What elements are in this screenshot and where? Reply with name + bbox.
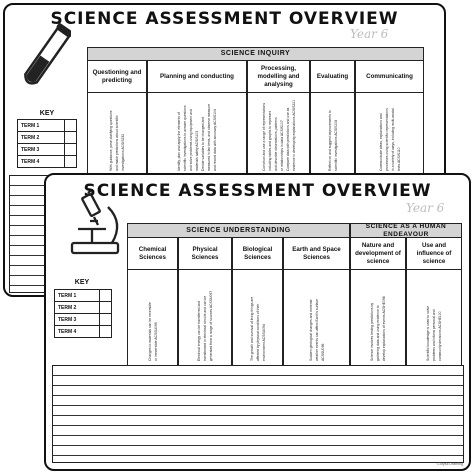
content-descriptor: [353, 274, 403, 361]
content-descriptor: [286, 274, 347, 361]
key-row-label: TERM 3: [58, 316, 77, 323]
column-back-4: [355, 61, 424, 175]
descriptor-line: Reflect on and suggest improvements to: [327, 110, 332, 171]
column-back-3: [310, 61, 355, 175]
descriptor-line: Communicate ideas, explanations and: [378, 113, 383, 171]
column-label: Chemical Sciences: [128, 238, 177, 270]
descriptor-line: materials safely ACSIS103: [195, 130, 199, 171]
descriptor-line: scientific investigations ACSIS108: [333, 119, 338, 171]
column-front-3: [283, 238, 350, 365]
key-row-term-4[interactable]: [17, 155, 77, 168]
descriptor-line: processes using scientific representations: [384, 108, 389, 171]
descriptor-line: develop explanations of events ACSHE098: [382, 296, 386, 361]
key-row-label: TERM 2: [58, 304, 77, 311]
footer-credit: ©Joyful Learning: [436, 462, 463, 466]
microscope-icon: [64, 191, 128, 261]
content-descriptor: [90, 97, 144, 171]
descriptor-line: or relationships in data ACSIS107: [279, 120, 284, 171]
descriptor-line: generated from a range of sources ACSSU097: [209, 290, 213, 361]
science-inquiry-header: SCIENCE INQUIRY: [87, 47, 424, 61]
column-label: Communicating: [356, 61, 423, 93]
science-human-endeavour-header: SCIENCE AS A HUMAN ENDEAVOUR: [350, 223, 462, 238]
key-color-box[interactable]: [99, 302, 111, 313]
key-row-label: TERM 4: [58, 328, 77, 335]
descriptor-line: environment ACSSU094: [261, 324, 266, 361]
descriptor-line: gathering data and using evidence to: [376, 305, 380, 361]
descriptor-line: Construct and use a range of representations: [261, 102, 266, 171]
key-row-label: TERM 1: [58, 292, 77, 299]
content-descriptor: [358, 97, 421, 171]
column-label: Evaluating: [311, 61, 354, 93]
descriptor-line: and make predictions about scientific: [115, 115, 119, 171]
key-color-box[interactable]: [64, 144, 76, 155]
descriptor-line: Changes to materials can be reversible: [147, 302, 152, 361]
descriptor-line: The growth and survival of living things are: [249, 296, 254, 361]
key-row-term-4[interactable]: [54, 325, 112, 338]
content-descriptor: [181, 274, 229, 361]
descriptor-line: and record data with accuracy ACSIS104: [213, 109, 217, 171]
test-tube-icon: [21, 17, 71, 97]
page-title: SCIENCE ASSESSMENT OVERVIEW: [50, 9, 399, 29]
key-row-label: TERM 4: [21, 158, 40, 165]
key-color-box[interactable]: [99, 326, 111, 337]
key-title: KEY: [74, 279, 90, 286]
descriptor-line: Compare data with predictions and use as: [285, 107, 290, 171]
descriptor-line: ACSSU096: [320, 343, 325, 361]
key-color-box[interactable]: [99, 290, 111, 301]
descriptor-line: and describe observations, patterns: [273, 117, 278, 171]
column-front-5: [406, 238, 462, 365]
descriptor-line: scientific investigations to answer questions: [183, 105, 187, 171]
descriptor-line: affected by physical conditions of their: [255, 303, 260, 361]
descriptor-line: Sudden geological changes and extreme: [308, 299, 313, 361]
descriptor-line: Identify, plan and apply the elements of: [177, 112, 181, 171]
content-descriptor: [235, 274, 280, 361]
descriptor-line: and solve problems using equipment and: [189, 109, 193, 171]
descriptor-line: or irreversible ACSSU095: [153, 322, 158, 361]
descriptor-line: evidence in developing explanations ACSIS221: [291, 99, 296, 171]
key-title: KEY: [39, 110, 55, 117]
content-descriptor: [313, 97, 352, 171]
key-row-label: TERM 1: [21, 122, 40, 129]
descriptor-line: weather events can affect Earth's surface: [314, 298, 319, 361]
column-label: Earth and Space Sciences: [284, 238, 349, 270]
descriptor-line: in a variety of ways, including multi-modal: [390, 108, 395, 171]
descriptor-line: problems and inform personal and: [432, 309, 436, 361]
content-descriptor: [130, 274, 175, 361]
column-label: Biological Sciences: [233, 238, 282, 270]
key-color-box[interactable]: [64, 156, 76, 167]
content-descriptor: [250, 97, 307, 171]
descriptor-line: Electrical energy can be transferred and: [197, 300, 201, 361]
content-descriptor: [409, 274, 459, 361]
front-assessment-sheet: [44, 173, 471, 471]
column-back-1: [147, 61, 247, 175]
key-row-label: TERM 3: [21, 146, 40, 153]
descriptor-line: Scientific knowledge is used to solve: [426, 305, 430, 361]
column-label: Planning and conducting: [148, 61, 246, 93]
column-label: Use and influence of science: [407, 238, 461, 270]
key-row-label: TERM 2: [21, 134, 40, 141]
column-front-2: [232, 238, 283, 365]
descriptor-line: Decide variables to be changed and: [201, 116, 205, 171]
key-color-box[interactable]: [64, 120, 76, 131]
column-front-4: [350, 238, 406, 365]
front-recording-grid[interactable]: [52, 365, 464, 463]
descriptor-line: texts ACSIS110: [396, 147, 401, 171]
descriptor-line: With guidance, pose clarifying questions: [109, 110, 113, 171]
column-label: Questioning and predicting: [88, 61, 146, 93]
column-back-2: [247, 61, 310, 175]
column-label: Nature and development of science: [351, 238, 405, 270]
content-descriptor: [150, 97, 244, 171]
descriptor-line: including tables and graphs to represent: [267, 110, 272, 171]
key-color-box[interactable]: [64, 132, 76, 143]
key-color-box[interactable]: [99, 314, 111, 325]
column-label: Physical Sciences: [179, 238, 231, 270]
descriptor-line: transformed in electrical circuits and can be: [203, 295, 207, 361]
year-label: Year 6: [350, 27, 389, 41]
column-back-0: [87, 61, 147, 175]
descriptor-line: community decisions ACSHE100: [438, 311, 442, 361]
descriptor-line: investigations ACSIS232: [121, 133, 125, 171]
descriptor-line: Science involves testing predictions by: [370, 302, 374, 361]
page-title: SCIENCE ASSESSMENT OVERVIEW: [83, 181, 432, 201]
year-label: Year 6: [406, 201, 445, 215]
science-understanding-header: SCIENCE UNDERSTANDING: [127, 223, 350, 238]
column-label: Processing, modelling and analysing: [248, 61, 309, 93]
column-front-0: [127, 238, 178, 365]
column-front-1: [178, 238, 232, 365]
descriptor-line: measured in fair tests, and observe measure: [207, 103, 211, 171]
